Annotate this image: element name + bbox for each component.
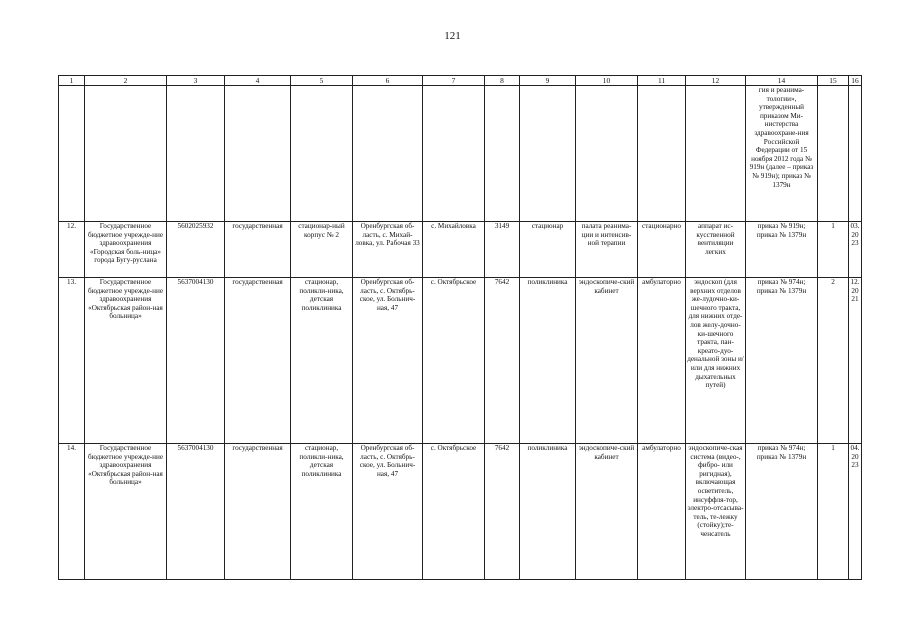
organization-cell: Государственное бюджетное учрежде-ние здравоохранения «Городская боль-ница» города Бугу-руслана: [85, 222, 167, 278]
page-number: 121: [444, 30, 461, 42]
settlement-cell: с. Октябрьское: [423, 444, 485, 580]
row-number: 12.: [59, 222, 85, 278]
settlement-cell: с. Октябрьское: [423, 278, 485, 444]
organization-cell: Государственное бюджетное учрежде-ние здравоохранения «Октябрьская район-ная больница»: [85, 278, 167, 444]
ownership-cell: государственная: [225, 444, 291, 580]
order-cell: гия и реанима-тологии», утвержденный приказом Ми-нистерства здравоохране-ния Российской Федерации от 15 ноября 2012 года № 919н (далее – приказ № 919н); приказ № 1379н: [746, 86, 818, 222]
unit-type-cell: поликлиника: [520, 444, 576, 580]
quantity-cell: 1: [818, 222, 849, 278]
ownership-cell: государственная: [225, 278, 291, 444]
organization-cell: Государственное бюджетное учрежде-ние здравоохранения «Октябрьская район-ная больница»: [85, 444, 167, 580]
column-number: 8: [485, 76, 520, 86]
column-number: 7: [423, 76, 485, 86]
building-cell: стационар, поликли-ника, детская поликлиника: [291, 444, 353, 580]
unit-type-cell: поликлиника: [520, 278, 576, 444]
date-cell: 03.2023: [849, 222, 862, 278]
room-cell: эндоскопиче-ский кабинет: [576, 278, 638, 444]
address-cell: Оренбургская об-ласть, с. Октябрь-ское, ул. Больнич-ная, 47: [353, 444, 423, 580]
population-cell: 3149: [485, 222, 520, 278]
address-cell: Оренбургская об-ласть, с. Михай-ловка, ул. Рабочая 33: [353, 222, 423, 278]
column-number: 12: [686, 76, 746, 86]
equipment-cell: эндоскопиче-ская система (видео-, фибро- или ригидная), включающая осветитель, инсуффля-тор, электро-отсасыва-тель, те-лежку (стойку);те-ченсатель: [686, 444, 746, 580]
care-form-cell: амбулаторно: [638, 278, 686, 444]
column-number-row: [59, 76, 862, 86]
population-cell: 7642: [485, 444, 520, 580]
table-row: [59, 444, 862, 580]
care-form-cell: амбулаторно: [638, 444, 686, 580]
column-number: 5: [291, 76, 353, 86]
column-number: 4: [225, 76, 291, 86]
date-cell: 04.2023: [849, 444, 862, 580]
building-cell: стационар, поликли-ника, детская поликлиника: [291, 278, 353, 444]
building-cell: стационар-ный корпус № 2: [291, 222, 353, 278]
equipment-cell: эндоскоп (для верхних отделов же-лудочно-ки-шечного тракта, для нижних отде-лов желу-дочно-ки-шечного тракта, пан-креато-дуо-денальной зоны и/или для нижних дыхательных путей): [686, 278, 746, 444]
quantity-cell: 1: [818, 444, 849, 580]
column-number: 10: [576, 76, 638, 86]
population-cell: 7642: [485, 278, 520, 444]
date-cell: 12.2021: [849, 278, 862, 444]
column-number: 3: [167, 76, 225, 86]
inn-cell: 5637004130: [167, 444, 225, 580]
settlement-cell: с. Михайловка: [423, 222, 485, 278]
row-number: 14.: [59, 444, 85, 580]
column-number: 1: [59, 76, 85, 86]
column-number: 9: [520, 76, 576, 86]
column-number: 16: [849, 76, 862, 86]
order-cell: приказ № 974н; приказ № 1379н: [746, 444, 818, 580]
order-cell: приказ № 919н; приказ № 1379н: [746, 222, 818, 278]
row-number: 13.: [59, 278, 85, 444]
column-number: 2: [85, 76, 167, 86]
ownership-cell: государственная: [225, 222, 291, 278]
equipment-cell: аппарат ис-кусственной вентиляции легких: [686, 222, 746, 278]
inn-cell: 5637004130: [167, 278, 225, 444]
unit-type-cell: стационар: [520, 222, 576, 278]
room-cell: эндоскопиче-ский кабинет: [576, 444, 638, 580]
table-row: [59, 278, 862, 444]
continuation-row: [59, 86, 862, 222]
care-form-cell: стационарно: [638, 222, 686, 278]
column-number: 11: [638, 76, 686, 86]
column-number: 15: [818, 76, 849, 86]
room-cell: палата реанима-ции и интенсив-ной терапии: [576, 222, 638, 278]
order-cell: приказ № 974н; приказ № 1379н: [746, 278, 818, 444]
inn-cell: 5602025932: [167, 222, 225, 278]
column-number: 14: [746, 76, 818, 86]
quantity-cell: 2: [818, 278, 849, 444]
table-row: [59, 222, 862, 278]
address-cell: Оренбургская об-ласть, с. Октябрь-ское, ул. Больнич-ная, 47: [353, 278, 423, 444]
column-number: 6: [353, 76, 423, 86]
equipment-table: [58, 75, 862, 580]
